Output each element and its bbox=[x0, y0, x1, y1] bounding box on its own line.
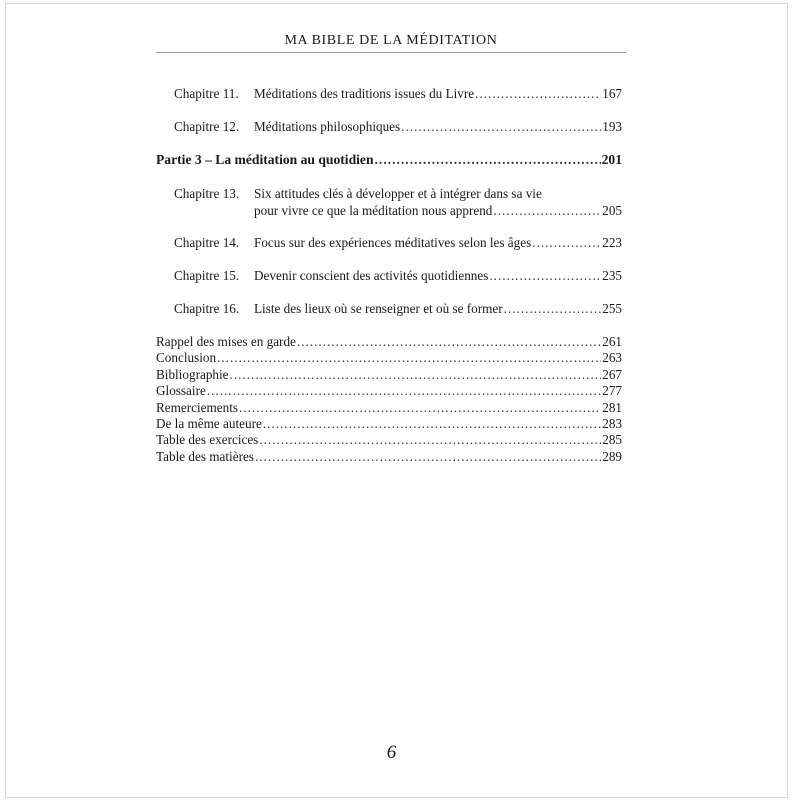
entry-title: Table des exercices bbox=[156, 432, 259, 447]
dot-leader bbox=[493, 203, 601, 219]
header-rule bbox=[156, 52, 626, 53]
page-ref: 201 bbox=[601, 152, 622, 167]
chapter-label: Chapitre 14. bbox=[174, 235, 240, 250]
dot-leader bbox=[401, 119, 601, 135]
dot-leader bbox=[532, 235, 601, 251]
dot-leader bbox=[475, 86, 601, 102]
chapter-title: Méditations des traditions issues du Livre bbox=[254, 86, 475, 101]
chapter-label: Chapitre 13. bbox=[174, 186, 240, 201]
toc-entry-endmatter bbox=[156, 432, 622, 448]
part-title: Partie 3 – La méditation au quotidien bbox=[156, 152, 374, 167]
chapter-title: Devenir conscient des activités quotidiennes bbox=[254, 268, 489, 283]
chapter-title-line1: Six attitudes clés à développer et à intégrer dans sa vie bbox=[254, 186, 542, 201]
toc-entry-chapter-13-line2 bbox=[254, 203, 622, 219]
toc-entry-chapter-12 bbox=[174, 119, 622, 135]
entry-title: Table des matières bbox=[156, 449, 254, 464]
entry-title: Conclusion bbox=[156, 350, 217, 365]
toc-entry-endmatter bbox=[156, 367, 622, 383]
chapter-title: Méditations philosophiques bbox=[254, 119, 401, 134]
chapter-label: Chapitre 12. bbox=[174, 119, 240, 134]
dot-leader bbox=[239, 400, 601, 416]
dot-leader bbox=[230, 367, 602, 383]
page-ref: 263 bbox=[602, 350, 622, 365]
chapter-title: Liste des lieux où se renseigner et où se former bbox=[254, 301, 503, 316]
page-ref: 193 bbox=[602, 119, 622, 134]
toc-entry-chapter-16 bbox=[174, 301, 622, 317]
toc-entry-chapter-15 bbox=[174, 268, 622, 284]
page-ref: 285 bbox=[602, 432, 622, 447]
chapter-label: Chapitre 11. bbox=[174, 86, 239, 101]
entry-title: Rappel des mises en garde bbox=[156, 334, 296, 349]
page-ref: 205 bbox=[602, 203, 622, 218]
dot-leader bbox=[297, 334, 601, 350]
page-ref: 261 bbox=[602, 334, 622, 349]
page-ref: 281 bbox=[602, 400, 622, 415]
toc-entry-chapter-13-line1 bbox=[174, 186, 542, 202]
entry-title: Remerciements bbox=[156, 400, 239, 415]
toc-entry-endmatter bbox=[156, 449, 622, 465]
page-ref: 283 bbox=[602, 416, 622, 431]
dot-leader bbox=[263, 416, 601, 432]
toc-entry-endmatter bbox=[156, 350, 622, 366]
page-ref: 167 bbox=[602, 86, 622, 101]
running-header: MA BIBLE DE LA MÉDITATION bbox=[284, 33, 498, 48]
page-ref: 223 bbox=[602, 235, 622, 250]
entry-title: Glossaire bbox=[156, 383, 206, 398]
page-ref: 235 bbox=[602, 268, 622, 283]
dot-leader bbox=[504, 301, 602, 317]
toc-entry-endmatter bbox=[156, 400, 622, 416]
page-ref: 289 bbox=[602, 449, 622, 464]
dot-leader bbox=[255, 449, 601, 465]
dot-leader bbox=[207, 383, 601, 399]
toc-entry-endmatter bbox=[156, 416, 622, 432]
page-number: 6 bbox=[386, 742, 397, 763]
toc-entry-endmatter bbox=[156, 383, 622, 399]
entry-title: De la même auteure bbox=[156, 416, 262, 431]
dot-leader bbox=[217, 350, 601, 366]
page-ref: 277 bbox=[602, 383, 622, 398]
chapter-label: Chapitre 16. bbox=[174, 301, 240, 316]
entry-title: Bibliographie bbox=[156, 367, 229, 382]
toc-entry-chapter-11 bbox=[174, 86, 622, 102]
toc-entry-endmatter bbox=[156, 334, 622, 350]
toc-entry-chapter-14 bbox=[174, 235, 622, 251]
page-ref: 267 bbox=[602, 367, 622, 382]
dot-leader bbox=[489, 268, 601, 284]
chapter-title: Focus sur des expériences méditatives selon les âges bbox=[254, 235, 532, 250]
toc-entry-part-3 bbox=[156, 152, 622, 168]
dot-leader bbox=[259, 432, 601, 448]
chapter-label: Chapitre 15. bbox=[174, 268, 240, 283]
page-ref: 255 bbox=[602, 301, 622, 316]
dot-leader bbox=[375, 152, 601, 168]
chapter-title-line2: pour vivre ce que la méditation nous apprend bbox=[254, 203, 493, 218]
